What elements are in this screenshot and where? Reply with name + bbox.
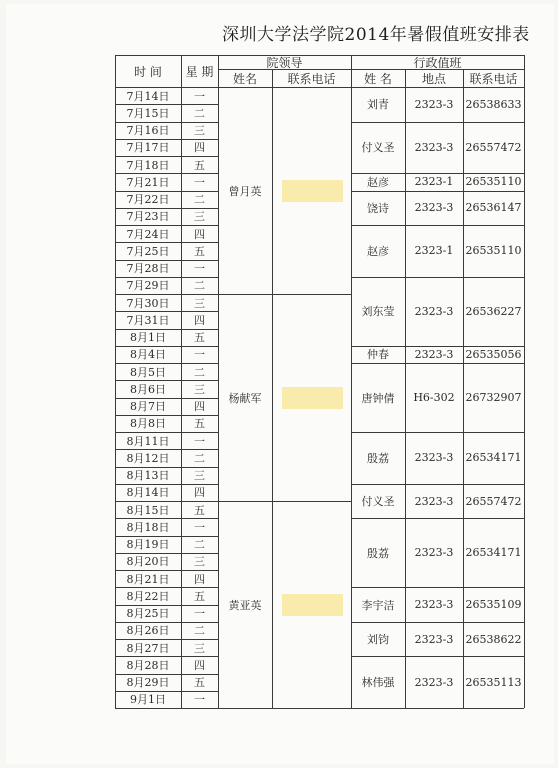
admin-location-cell: 2323-3: [414, 598, 454, 611]
date-cell: 8月25日: [126, 607, 170, 621]
date-cell: 7月18日: [126, 158, 170, 172]
date-cell: 7月17日: [126, 141, 170, 155]
weekday-cell: 二: [194, 365, 205, 379]
weekday-cell: 四: [194, 486, 205, 500]
date-cell: 7月29日: [126, 279, 170, 293]
admin-phone-cell: 26534171: [465, 451, 522, 465]
admin-location-cell: 2323-3: [414, 97, 454, 111]
table-rule: [272, 69, 273, 708]
date-cell: 8月1日: [130, 331, 166, 345]
table-rule: [351, 432, 524, 433]
table-rule: [218, 501, 351, 502]
table-rule: [351, 173, 524, 174]
admin-name-cell: 仲春: [367, 348, 389, 362]
admin-name-cell: 饶诗: [367, 201, 389, 215]
table-rule: [115, 191, 218, 192]
table-rule: [351, 518, 524, 519]
admin-location-cell: 2323-3: [414, 304, 454, 318]
weekday-cell: 一: [194, 607, 205, 621]
table-rule: [115, 346, 218, 347]
table-rule: [181, 55, 182, 708]
weekday-cell: 三: [194, 555, 205, 569]
table-rule: [351, 363, 524, 364]
header-leader-group: 院领导: [266, 55, 303, 70]
weekday-cell: 四: [194, 400, 205, 414]
weekday-cell: 五: [194, 244, 205, 258]
date-cell: 8月4日: [130, 348, 166, 362]
header-weekday: 星 期: [185, 64, 214, 79]
table-rule: [115, 570, 218, 571]
date-cell: 7月15日: [126, 106, 170, 120]
date-cell: 8月14日: [126, 486, 170, 500]
date-cell: 8月18日: [126, 520, 170, 534]
weekday-cell: 五: [194, 158, 205, 172]
header-time: 时 间: [134, 64, 162, 79]
header-leader-name: 姓名: [232, 71, 257, 86]
weekday-cell: 五: [194, 331, 205, 345]
weekday-cell: 二: [194, 451, 205, 465]
weekday-cell: 四: [194, 227, 205, 241]
weekday-cell: 三: [194, 382, 205, 396]
date-cell: 8月12日: [126, 451, 170, 465]
table-rule: [463, 69, 464, 708]
weekday-cell: 二: [194, 193, 205, 207]
weekday-cell: 二: [194, 538, 205, 552]
date-cell: 7月16日: [126, 124, 170, 138]
weekday-cell: 二: [194, 279, 205, 293]
weekday-cell: 一: [194, 434, 205, 448]
table-rule: [115, 467, 218, 468]
weekday-cell: 四: [194, 572, 205, 586]
date-cell: 8月6日: [130, 382, 166, 396]
table-rule: [115, 484, 218, 485]
table-rule: [115, 55, 116, 708]
date-cell: 7月24日: [126, 227, 170, 241]
table-rule: [351, 656, 524, 657]
table-rule: [405, 69, 406, 708]
table-rule: [115, 208, 218, 209]
table-rule: [115, 156, 218, 157]
table-rule: [218, 69, 524, 70]
date-cell: 9月1日: [130, 693, 166, 707]
date-cell: 8月7日: [130, 400, 166, 414]
date-cell: 8月19日: [126, 538, 170, 552]
weekday-cell: 四: [194, 658, 205, 672]
table-rule: [351, 622, 524, 623]
table-rule: [115, 622, 218, 623]
table-rule: [351, 277, 524, 278]
table-rule: [115, 674, 218, 675]
table-rule: [115, 104, 218, 105]
table-rule: [115, 329, 218, 330]
table-rule: [524, 55, 525, 708]
header-admin-name: 姓 名: [364, 71, 392, 86]
weekday-cell: 二: [194, 624, 205, 638]
table-rule: [115, 173, 218, 174]
admin-location-cell: 2323-3: [414, 546, 454, 560]
admin-location-cell: 2323-1: [414, 244, 454, 258]
admin-location-cell: 2323-3: [414, 675, 454, 689]
table-rule: [218, 55, 219, 708]
weekday-cell: 五: [194, 503, 205, 517]
admin-phone-cell: 26557472: [465, 140, 522, 154]
admin-name-cell: 刘青: [367, 98, 389, 112]
admin-phone-cell: 26535056: [465, 347, 522, 361]
table-rule: [115, 363, 218, 364]
date-cell: 8月5日: [130, 365, 166, 379]
admin-phone-cell: 26535109: [465, 598, 522, 611]
admin-name-cell: 殷荔: [367, 451, 389, 465]
admin-phone-cell: 26536147: [465, 201, 522, 215]
date-cell: 7月30日: [126, 296, 170, 310]
date-cell: 8月20日: [126, 555, 170, 569]
admin-name-cell: 付义圣: [361, 495, 395, 508]
document-title: 深圳大学法学院2014年暑假值班安排表: [222, 25, 530, 45]
date-cell: 8月13日: [126, 469, 170, 483]
table-rule: [351, 484, 524, 485]
admin-phone-cell: 26535110: [465, 244, 522, 258]
admin-location-cell: 2323-3: [414, 201, 454, 215]
weekday-cell: 一: [194, 520, 205, 534]
date-cell: 8月8日: [130, 417, 166, 431]
table-rule: [115, 518, 218, 519]
date-cell: 8月26日: [126, 624, 170, 638]
table-rule: [218, 294, 351, 295]
weekday-cell: 一: [194, 693, 205, 707]
date-cell: 8月27日: [126, 641, 170, 655]
weekday-cell: 五: [194, 589, 205, 603]
weekday-cell: 四: [194, 141, 205, 155]
weekday-cell: 三: [194, 296, 205, 310]
table-rule: [351, 346, 524, 347]
header-admin-location: 地点: [421, 71, 446, 86]
date-cell: 7月22日: [126, 193, 170, 207]
admin-name-cell: 赵彦: [367, 244, 389, 258]
admin-phone-cell: 26538622: [465, 632, 522, 646]
date-cell: 7月31日: [126, 313, 170, 327]
table-rule: [351, 55, 352, 708]
table-rule: [115, 691, 218, 692]
admin-phone-cell: 26536227: [465, 304, 522, 318]
header-admin-phone: 联系电话: [469, 71, 518, 86]
weekday-cell: 三: [194, 469, 205, 483]
admin-name-cell: 刘钧: [367, 633, 389, 646]
weekday-cell: 一: [194, 262, 205, 276]
admin-phone-cell: 26538633: [465, 97, 522, 111]
table-rule: [115, 449, 218, 450]
table-rule: [115, 708, 524, 709]
table-rule: [115, 260, 218, 261]
admin-name-cell: 李宇洁: [361, 598, 395, 612]
admin-location-cell: 2323-3: [414, 632, 454, 646]
leader-name-cell: 杨献军: [228, 391, 262, 405]
date-cell: 7月23日: [126, 210, 170, 224]
table-rule: [115, 311, 218, 312]
table-rule: [115, 55, 524, 56]
date-cell: 7月14日: [126, 89, 170, 103]
table-rule: [115, 242, 218, 243]
table-rule: [115, 225, 218, 226]
weekday-cell: 一: [194, 89, 205, 103]
weekday-cell: 二: [194, 106, 205, 120]
date-cell: 8月29日: [126, 676, 170, 690]
admin-name-cell: 唐钟倩: [361, 391, 395, 405]
admin-name-cell: 付义圣: [361, 141, 395, 155]
admin-location-cell: H6-302: [413, 391, 455, 404]
weekday-cell: 一: [194, 348, 205, 362]
weekday-cell: 一: [194, 175, 205, 189]
table-rule: [115, 587, 218, 588]
admin-phone-cell: 26534171: [465, 546, 522, 560]
weekday-cell: 三: [194, 210, 205, 224]
admin-location-cell: 2323-3: [414, 494, 454, 508]
weekday-cell: 五: [194, 417, 205, 431]
header-admin-group: 行政值班: [413, 55, 462, 70]
header-leader-phone: 联系电话: [287, 71, 336, 86]
admin-phone-cell: 26557472: [465, 494, 522, 508]
weekday-cell: 五: [194, 676, 205, 690]
table-rule: [115, 380, 218, 381]
table-rule: [115, 432, 218, 433]
admin-phone-cell: 26732907: [465, 391, 522, 404]
leader-name-cell: 曾月英: [228, 184, 262, 198]
table-rule: [115, 122, 218, 123]
date-cell: 8月11日: [126, 434, 170, 448]
admin-location-cell: 2323-3: [414, 347, 454, 361]
redaction-highlight: [282, 387, 343, 409]
table-rule: [115, 398, 218, 399]
weekday-cell: 三: [194, 124, 205, 138]
weekday-cell: 三: [194, 641, 205, 655]
admin-name-cell: 赵彦: [367, 175, 389, 189]
date-cell: 8月15日: [126, 503, 170, 517]
redaction-highlight: [282, 180, 343, 202]
date-cell: 8月21日: [126, 572, 170, 586]
table-rule: [115, 553, 218, 554]
table-rule: [115, 501, 218, 502]
date-cell: 7月25日: [126, 244, 170, 258]
table-rule: [115, 415, 218, 416]
admin-phone-cell: 26535110: [465, 175, 522, 189]
table-rule: [115, 277, 218, 278]
redaction-highlight: [282, 594, 343, 616]
date-cell: 8月28日: [126, 658, 170, 672]
date-cell: 7月21日: [126, 175, 170, 189]
table-rule: [351, 122, 524, 123]
table-rule: [115, 294, 218, 295]
table-rule: [115, 639, 218, 640]
table-rule: [351, 587, 524, 588]
table-rule: [115, 656, 218, 657]
date-cell: 8月22日: [126, 589, 170, 603]
weekday-cell: 四: [194, 313, 205, 327]
admin-location-cell: 2323-3: [414, 451, 454, 465]
admin-location-cell: 2323-1: [414, 175, 454, 189]
table-rule: [115, 536, 218, 537]
admin-name-cell: 刘东莹: [361, 305, 395, 319]
admin-location-cell: 2323-3: [414, 140, 454, 154]
leader-name-cell: 黄亚英: [228, 598, 262, 612]
table-rule: [115, 605, 218, 606]
admin-name-cell: 林伟强: [361, 676, 395, 690]
table-rule: [115, 139, 218, 140]
table-rule: [351, 191, 524, 192]
table-rule: [351, 225, 524, 226]
admin-phone-cell: 26535113: [465, 675, 522, 689]
admin-name-cell: 殷荔: [367, 546, 389, 560]
date-cell: 7月28日: [126, 262, 170, 276]
